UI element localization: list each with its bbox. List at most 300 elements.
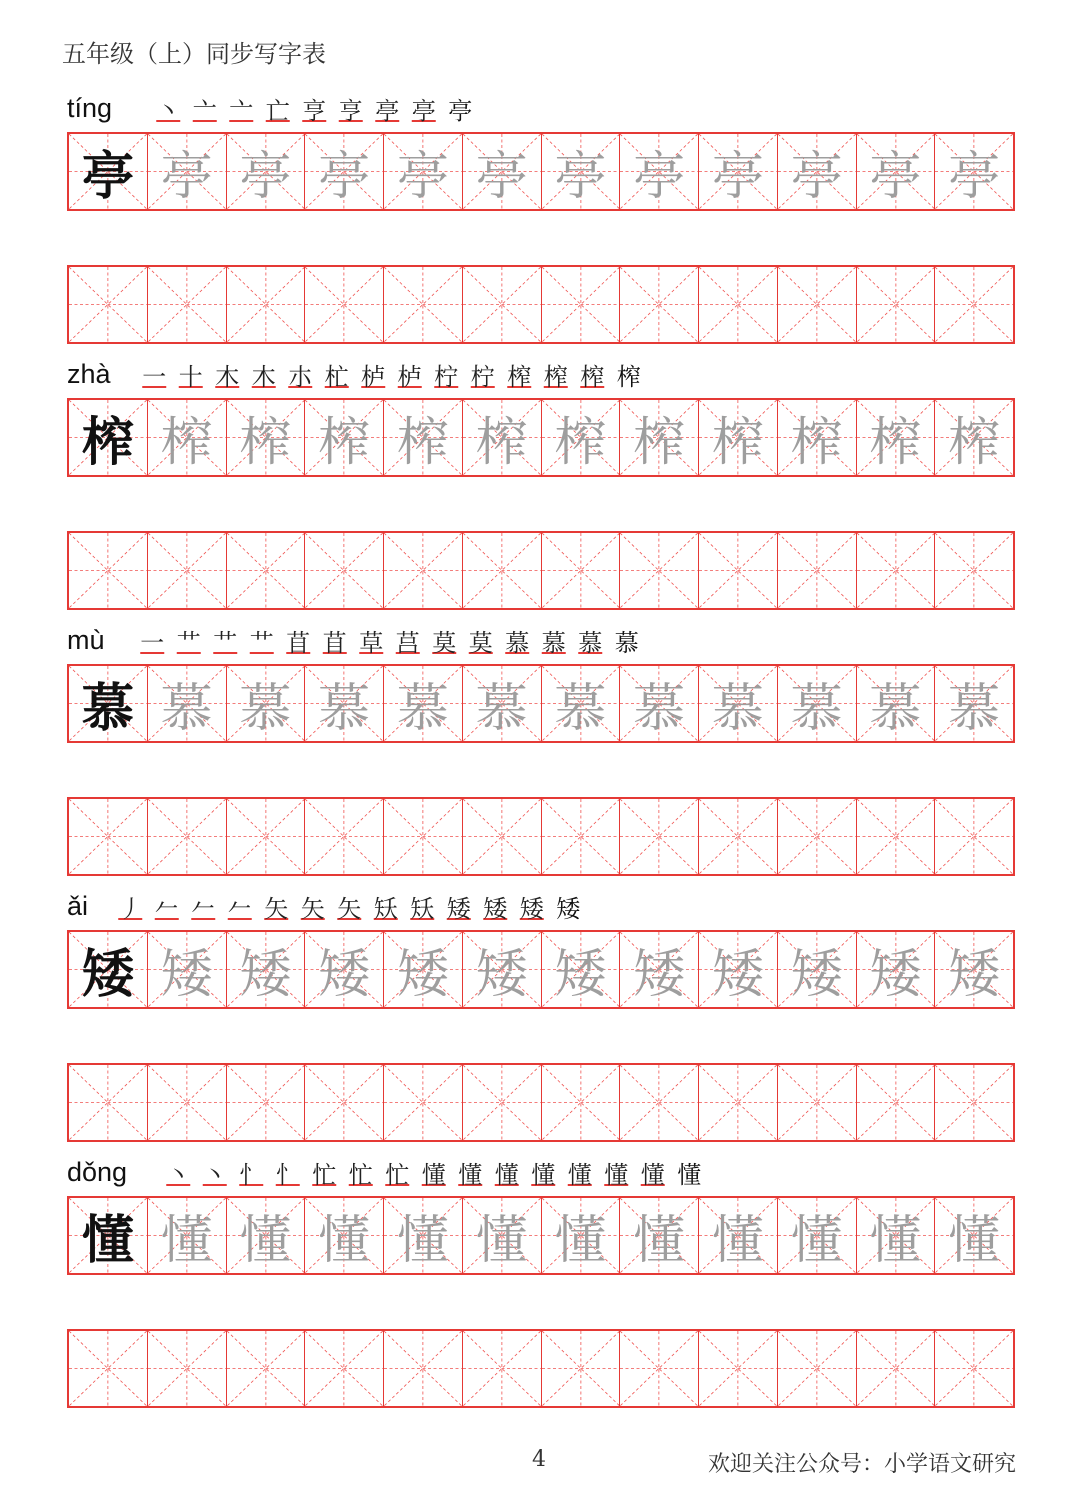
grid-guide xyxy=(699,533,777,608)
trace-cell xyxy=(542,932,621,1007)
stroke-order xyxy=(112,889,587,924)
trace-character: 亭 xyxy=(318,147,371,207)
stroke-step: 𠂉 xyxy=(154,895,179,923)
trace-character: 榨 xyxy=(948,413,1001,473)
pinyin-line xyxy=(67,624,1015,664)
grid-guide xyxy=(857,1331,935,1406)
practice-cell[interactable] xyxy=(935,267,1013,342)
stroke-step: 矢 xyxy=(300,895,325,923)
practice-cell[interactable] xyxy=(778,799,857,874)
trace-cell xyxy=(542,666,621,741)
stroke-step: 榨 xyxy=(507,363,532,391)
stroke-step: 木 xyxy=(215,363,240,391)
trace-character: 榨 xyxy=(711,413,764,473)
stroke-step: 榨 xyxy=(616,363,641,391)
grid-guide xyxy=(463,799,541,874)
trace-cell xyxy=(305,666,384,741)
stroke-step: 慕 xyxy=(614,629,639,657)
stroke-step: 莫 xyxy=(432,629,457,657)
trace-character: 亭 xyxy=(396,147,449,207)
model-character: 懂 xyxy=(81,1211,134,1271)
practice-cell[interactable] xyxy=(463,799,542,874)
stroke-order xyxy=(160,1155,708,1190)
trace-cell xyxy=(384,134,463,209)
grid-guide xyxy=(935,799,1013,874)
practice-cell[interactable] xyxy=(148,1065,227,1140)
pinyin-label: tíng xyxy=(67,93,113,123)
grid-guide xyxy=(384,799,462,874)
stroke-step: 矮 xyxy=(483,895,508,923)
trace-character: 慕 xyxy=(318,679,371,739)
model-cell xyxy=(69,932,148,1007)
tracing-row xyxy=(67,664,1015,743)
practice-cell[interactable] xyxy=(620,1331,699,1406)
stroke-step: 矢 xyxy=(337,895,362,923)
stroke-step: 榨 xyxy=(543,363,568,391)
page-title: 五年级（上）同步写字表 xyxy=(62,40,326,68)
trace-cell xyxy=(620,1198,699,1273)
pinyin-line xyxy=(67,358,1015,398)
grid-guide xyxy=(935,1065,1013,1140)
practice-cell[interactable] xyxy=(148,267,227,342)
trace-character: 慕 xyxy=(160,679,213,739)
practice-cell[interactable] xyxy=(463,1331,542,1406)
practice-cell[interactable] xyxy=(857,1331,936,1406)
stroke-step: 忄 xyxy=(275,1161,300,1189)
trace-cell xyxy=(384,666,463,741)
practice-row xyxy=(67,1329,1015,1408)
trace-cell xyxy=(620,134,699,209)
trace-character: 懂 xyxy=(633,1211,686,1271)
practice-cell[interactable] xyxy=(778,1065,857,1140)
stroke-step: 𠂉 xyxy=(227,895,252,923)
practice-cell[interactable] xyxy=(699,533,778,608)
grid-guide xyxy=(857,1065,935,1140)
grid-guide xyxy=(305,267,383,342)
stroke-step: 矨 xyxy=(410,895,435,923)
trace-character: 亭 xyxy=(554,147,607,207)
practice-cell[interactable] xyxy=(69,267,148,342)
trace-character: 懂 xyxy=(554,1211,607,1271)
trace-character: 慕 xyxy=(948,679,1001,739)
trace-character: 榨 xyxy=(318,413,371,473)
trace-character: 懂 xyxy=(318,1211,371,1271)
character-block xyxy=(67,1156,1015,1408)
trace-character: 慕 xyxy=(554,679,607,739)
trace-character: 亭 xyxy=(160,147,213,207)
practice-cell[interactable] xyxy=(227,1065,306,1140)
grid-guide xyxy=(148,533,226,608)
grid-guide xyxy=(542,533,620,608)
trace-cell xyxy=(227,1198,306,1273)
grid-guide xyxy=(463,267,541,342)
stroke-step: 亨 xyxy=(302,97,327,125)
grid-guide xyxy=(305,1065,383,1140)
character-block xyxy=(67,890,1015,1142)
practice-cell[interactable] xyxy=(69,533,148,608)
grid-guide xyxy=(620,799,698,874)
practice-cell[interactable] xyxy=(384,799,463,874)
practice-cell[interactable] xyxy=(857,533,936,608)
practice-cell[interactable] xyxy=(148,799,227,874)
practice-cell[interactable] xyxy=(227,799,306,874)
trace-cell xyxy=(148,1198,227,1273)
trace-cell xyxy=(227,932,306,1007)
stroke-step: 一 xyxy=(142,363,167,391)
footer-note: 欢迎关注公众号：小学语文研究 xyxy=(708,1452,1017,1477)
trace-cell xyxy=(148,666,227,741)
stroke-step: 慕 xyxy=(505,629,530,657)
practice-cell[interactable] xyxy=(69,799,148,874)
practice-cell[interactable] xyxy=(227,267,306,342)
stroke-step: 懂 xyxy=(640,1161,665,1189)
trace-cell xyxy=(384,1198,463,1273)
trace-cell xyxy=(542,134,621,209)
model-character: 慕 xyxy=(81,679,134,739)
trace-cell xyxy=(148,134,227,209)
practice-cell[interactable] xyxy=(699,799,778,874)
character-block xyxy=(67,92,1015,344)
practice-cell[interactable] xyxy=(305,267,384,342)
tracing-row xyxy=(67,398,1015,477)
practice-cell[interactable] xyxy=(699,267,778,342)
stroke-step: 亠 xyxy=(192,97,217,125)
practice-cell[interactable] xyxy=(542,799,621,874)
stroke-step: 亭 xyxy=(448,97,473,125)
practice-cell[interactable] xyxy=(463,267,542,342)
stroke-order xyxy=(134,623,645,658)
practice-cell[interactable] xyxy=(620,1065,699,1140)
practice-cell[interactable] xyxy=(305,1065,384,1140)
practice-cell[interactable] xyxy=(305,1331,384,1406)
practice-cell[interactable] xyxy=(305,799,384,874)
grid-guide xyxy=(935,1331,1013,1406)
trace-cell xyxy=(620,932,699,1007)
practice-cell[interactable] xyxy=(699,1331,778,1406)
practice-cell[interactable] xyxy=(857,799,936,874)
grid-guide xyxy=(699,799,777,874)
stroke-step: 懂 xyxy=(677,1161,702,1189)
practice-cell[interactable] xyxy=(69,1065,148,1140)
grid-guide xyxy=(384,1065,462,1140)
tracing-row xyxy=(67,132,1015,211)
grid-guide xyxy=(148,1065,226,1140)
trace-character: 矮 xyxy=(318,945,371,1005)
practice-cell[interactable] xyxy=(69,1331,148,1406)
practice-row xyxy=(67,797,1015,876)
trace-cell xyxy=(778,134,857,209)
stroke-step: 忙 xyxy=(348,1161,373,1189)
practice-cell[interactable] xyxy=(620,533,699,608)
trace-cell xyxy=(305,1198,384,1273)
trace-cell xyxy=(384,400,463,475)
grid-guide xyxy=(463,1331,541,1406)
tracing-row xyxy=(67,1196,1015,1275)
stroke-step: 栌 xyxy=(361,363,386,391)
trace-cell xyxy=(778,400,857,475)
practice-cell[interactable] xyxy=(384,267,463,342)
trace-character: 矮 xyxy=(633,945,686,1005)
grid-guide xyxy=(542,1331,620,1406)
stroke-step: 亭 xyxy=(411,97,436,125)
stroke-step: 矮 xyxy=(519,895,544,923)
grid-guide xyxy=(463,533,541,608)
grid-guide xyxy=(778,1065,856,1140)
stroke-step: 亠 xyxy=(229,97,254,125)
grid-guide xyxy=(463,1065,541,1140)
practice-cell[interactable] xyxy=(857,267,936,342)
grid-guide xyxy=(69,1065,147,1140)
trace-cell xyxy=(857,666,936,741)
grid-guide xyxy=(699,1331,777,1406)
trace-character: 榨 xyxy=(554,413,607,473)
trace-cell xyxy=(699,666,778,741)
practice-cell[interactable] xyxy=(227,1331,306,1406)
practice-cell[interactable] xyxy=(857,1065,936,1140)
practice-cell[interactable] xyxy=(542,1331,621,1406)
practice-cell[interactable] xyxy=(935,799,1013,874)
grid-guide xyxy=(69,799,147,874)
trace-cell xyxy=(305,400,384,475)
stroke-step: 杧 xyxy=(324,363,349,391)
practice-cell[interactable] xyxy=(384,1065,463,1140)
stroke-step: 十 xyxy=(178,363,203,391)
grid-guide xyxy=(620,1331,698,1406)
trace-character: 亭 xyxy=(790,147,843,207)
stroke-step: 榨 xyxy=(580,363,605,391)
practice-cell[interactable] xyxy=(148,1331,227,1406)
model-character: 亭 xyxy=(81,147,134,207)
trace-cell xyxy=(857,400,936,475)
grid-guide xyxy=(227,533,305,608)
practice-cell[interactable] xyxy=(778,1331,857,1406)
grid-guide xyxy=(778,799,856,874)
grid-guide xyxy=(857,799,935,874)
trace-cell xyxy=(305,134,384,209)
stroke-step: 苜 xyxy=(286,629,311,657)
trace-character: 慕 xyxy=(711,679,764,739)
practice-row xyxy=(67,265,1015,344)
practice-cell[interactable] xyxy=(227,533,306,608)
stroke-step: 草 xyxy=(359,629,384,657)
grid-guide xyxy=(620,267,698,342)
trace-character: 矮 xyxy=(239,945,292,1005)
trace-cell xyxy=(699,932,778,1007)
practice-cell[interactable] xyxy=(620,799,699,874)
stroke-step: 栌 xyxy=(397,363,422,391)
character-block xyxy=(67,624,1015,876)
pinyin-label: dǒng xyxy=(67,1157,128,1187)
trace-cell xyxy=(778,932,857,1007)
stroke-order xyxy=(150,91,479,126)
trace-character: 亭 xyxy=(239,147,292,207)
pinyin-label: zhà xyxy=(67,359,111,389)
pinyin-label: mù xyxy=(67,625,105,655)
trace-cell xyxy=(935,666,1013,741)
stroke-step: 慕 xyxy=(578,629,603,657)
trace-character: 矮 xyxy=(711,945,764,1005)
stroke-step: 朩 xyxy=(288,363,313,391)
grid-guide xyxy=(778,533,856,608)
practice-cell[interactable] xyxy=(935,1065,1013,1140)
trace-cell xyxy=(778,666,857,741)
practice-cell[interactable] xyxy=(542,267,621,342)
practice-cell[interactable] xyxy=(384,1331,463,1406)
stroke-step: 莫 xyxy=(468,629,493,657)
trace-character: 矮 xyxy=(396,945,449,1005)
tracing-row xyxy=(67,930,1015,1009)
grid-guide xyxy=(227,799,305,874)
trace-character: 慕 xyxy=(396,679,449,739)
trace-character: 榨 xyxy=(869,413,922,473)
stroke-step: 亭 xyxy=(375,97,400,125)
trace-character: 懂 xyxy=(948,1211,1001,1271)
stroke-step: 懂 xyxy=(567,1161,592,1189)
grid-guide xyxy=(148,1331,226,1406)
trace-character: 亭 xyxy=(475,147,528,207)
model-character: 榨 xyxy=(81,413,134,473)
trace-cell xyxy=(227,666,306,741)
trace-cell xyxy=(699,1198,778,1273)
trace-character: 懂 xyxy=(711,1211,764,1271)
stroke-step: 𠂉 xyxy=(191,895,216,923)
trace-character: 榨 xyxy=(160,413,213,473)
trace-character: 慕 xyxy=(239,679,292,739)
grid-guide xyxy=(542,799,620,874)
stroke-step: 慕 xyxy=(541,629,566,657)
grid-guide xyxy=(857,533,935,608)
stroke-step: 亨 xyxy=(338,97,363,125)
trace-cell xyxy=(463,666,542,741)
practice-cell[interactable] xyxy=(384,533,463,608)
grid-guide xyxy=(935,533,1013,608)
grid-guide xyxy=(699,1065,777,1140)
practice-cell[interactable] xyxy=(542,533,621,608)
trace-character: 榨 xyxy=(475,413,528,473)
grid-guide xyxy=(69,1331,147,1406)
stroke-step: 懂 xyxy=(531,1161,556,1189)
grid-guide xyxy=(148,267,226,342)
trace-cell xyxy=(463,932,542,1007)
grid-guide xyxy=(148,799,226,874)
grid-guide xyxy=(69,533,147,608)
grid-guide xyxy=(620,533,698,608)
trace-character: 懂 xyxy=(396,1211,449,1271)
stroke-step: 矮 xyxy=(556,895,581,923)
grid-guide xyxy=(384,1331,462,1406)
trace-character: 矮 xyxy=(475,945,528,1005)
trace-character: 慕 xyxy=(869,679,922,739)
trace-cell xyxy=(699,134,778,209)
stroke-step: 柠 xyxy=(470,363,495,391)
stroke-step: 矢 xyxy=(264,895,289,923)
stroke-step: 艹 xyxy=(249,629,274,657)
practice-cell[interactable] xyxy=(699,1065,778,1140)
trace-character: 懂 xyxy=(790,1211,843,1271)
trace-cell xyxy=(542,400,621,475)
trace-cell xyxy=(857,134,936,209)
practice-cell[interactable] xyxy=(620,267,699,342)
trace-character: 矮 xyxy=(869,945,922,1005)
trace-character: 矮 xyxy=(790,945,843,1005)
stroke-step: 一 xyxy=(140,629,165,657)
practice-cell[interactable] xyxy=(463,1065,542,1140)
model-character: 矮 xyxy=(81,945,134,1005)
trace-character: 矮 xyxy=(948,945,1001,1005)
trace-cell xyxy=(935,1198,1013,1273)
trace-character: 慕 xyxy=(475,679,528,739)
trace-character: 矮 xyxy=(160,945,213,1005)
practice-cell[interactable] xyxy=(935,1331,1013,1406)
trace-cell xyxy=(384,932,463,1007)
model-cell xyxy=(69,134,148,209)
grid-guide xyxy=(69,267,147,342)
trace-character: 亭 xyxy=(948,147,1001,207)
trace-cell xyxy=(148,932,227,1007)
stroke-step: 艹 xyxy=(176,629,201,657)
practice-cell[interactable] xyxy=(935,533,1013,608)
stroke-step: 艹 xyxy=(213,629,238,657)
grid-guide xyxy=(778,1331,856,1406)
stroke-step: 懂 xyxy=(458,1161,483,1189)
grid-guide xyxy=(542,267,620,342)
practice-cell[interactable] xyxy=(305,533,384,608)
grid-guide xyxy=(620,1065,698,1140)
grid-guide xyxy=(305,799,383,874)
trace-character: 榨 xyxy=(633,413,686,473)
practice-cell[interactable] xyxy=(542,1065,621,1140)
trace-cell xyxy=(148,400,227,475)
grid-guide xyxy=(227,267,305,342)
stroke-step: 丶 xyxy=(156,97,181,125)
trace-character: 榨 xyxy=(396,413,449,473)
grid-guide xyxy=(384,533,462,608)
pinyin-line xyxy=(67,92,1015,132)
stroke-step: 亡 xyxy=(265,97,290,125)
grid-guide xyxy=(305,1331,383,1406)
model-cell xyxy=(69,666,148,741)
trace-character: 懂 xyxy=(239,1211,292,1271)
trace-cell xyxy=(542,1198,621,1273)
practice-cell[interactable] xyxy=(463,533,542,608)
trace-cell xyxy=(620,666,699,741)
grid-guide xyxy=(935,267,1013,342)
trace-character: 懂 xyxy=(475,1211,528,1271)
stroke-step: 忙 xyxy=(385,1161,410,1189)
grid-guide xyxy=(227,1065,305,1140)
stroke-step: 懂 xyxy=(421,1161,446,1189)
practice-cell[interactable] xyxy=(778,267,857,342)
trace-cell xyxy=(227,400,306,475)
grid-guide xyxy=(699,267,777,342)
pinyin-line xyxy=(67,890,1015,930)
stroke-step: 苜 xyxy=(322,629,347,657)
practice-cell[interactable] xyxy=(148,533,227,608)
stroke-step: 忄 xyxy=(239,1161,264,1189)
grid-guide xyxy=(227,1331,305,1406)
model-cell xyxy=(69,400,148,475)
trace-cell xyxy=(935,932,1013,1007)
stroke-step: 莒 xyxy=(395,629,420,657)
trace-character: 亭 xyxy=(633,147,686,207)
trace-cell xyxy=(935,134,1013,209)
stroke-step: 柠 xyxy=(434,363,459,391)
trace-cell xyxy=(778,1198,857,1273)
trace-character: 矮 xyxy=(554,945,607,1005)
stroke-step: 懂 xyxy=(604,1161,629,1189)
trace-cell xyxy=(227,134,306,209)
practice-cell[interactable] xyxy=(778,533,857,608)
